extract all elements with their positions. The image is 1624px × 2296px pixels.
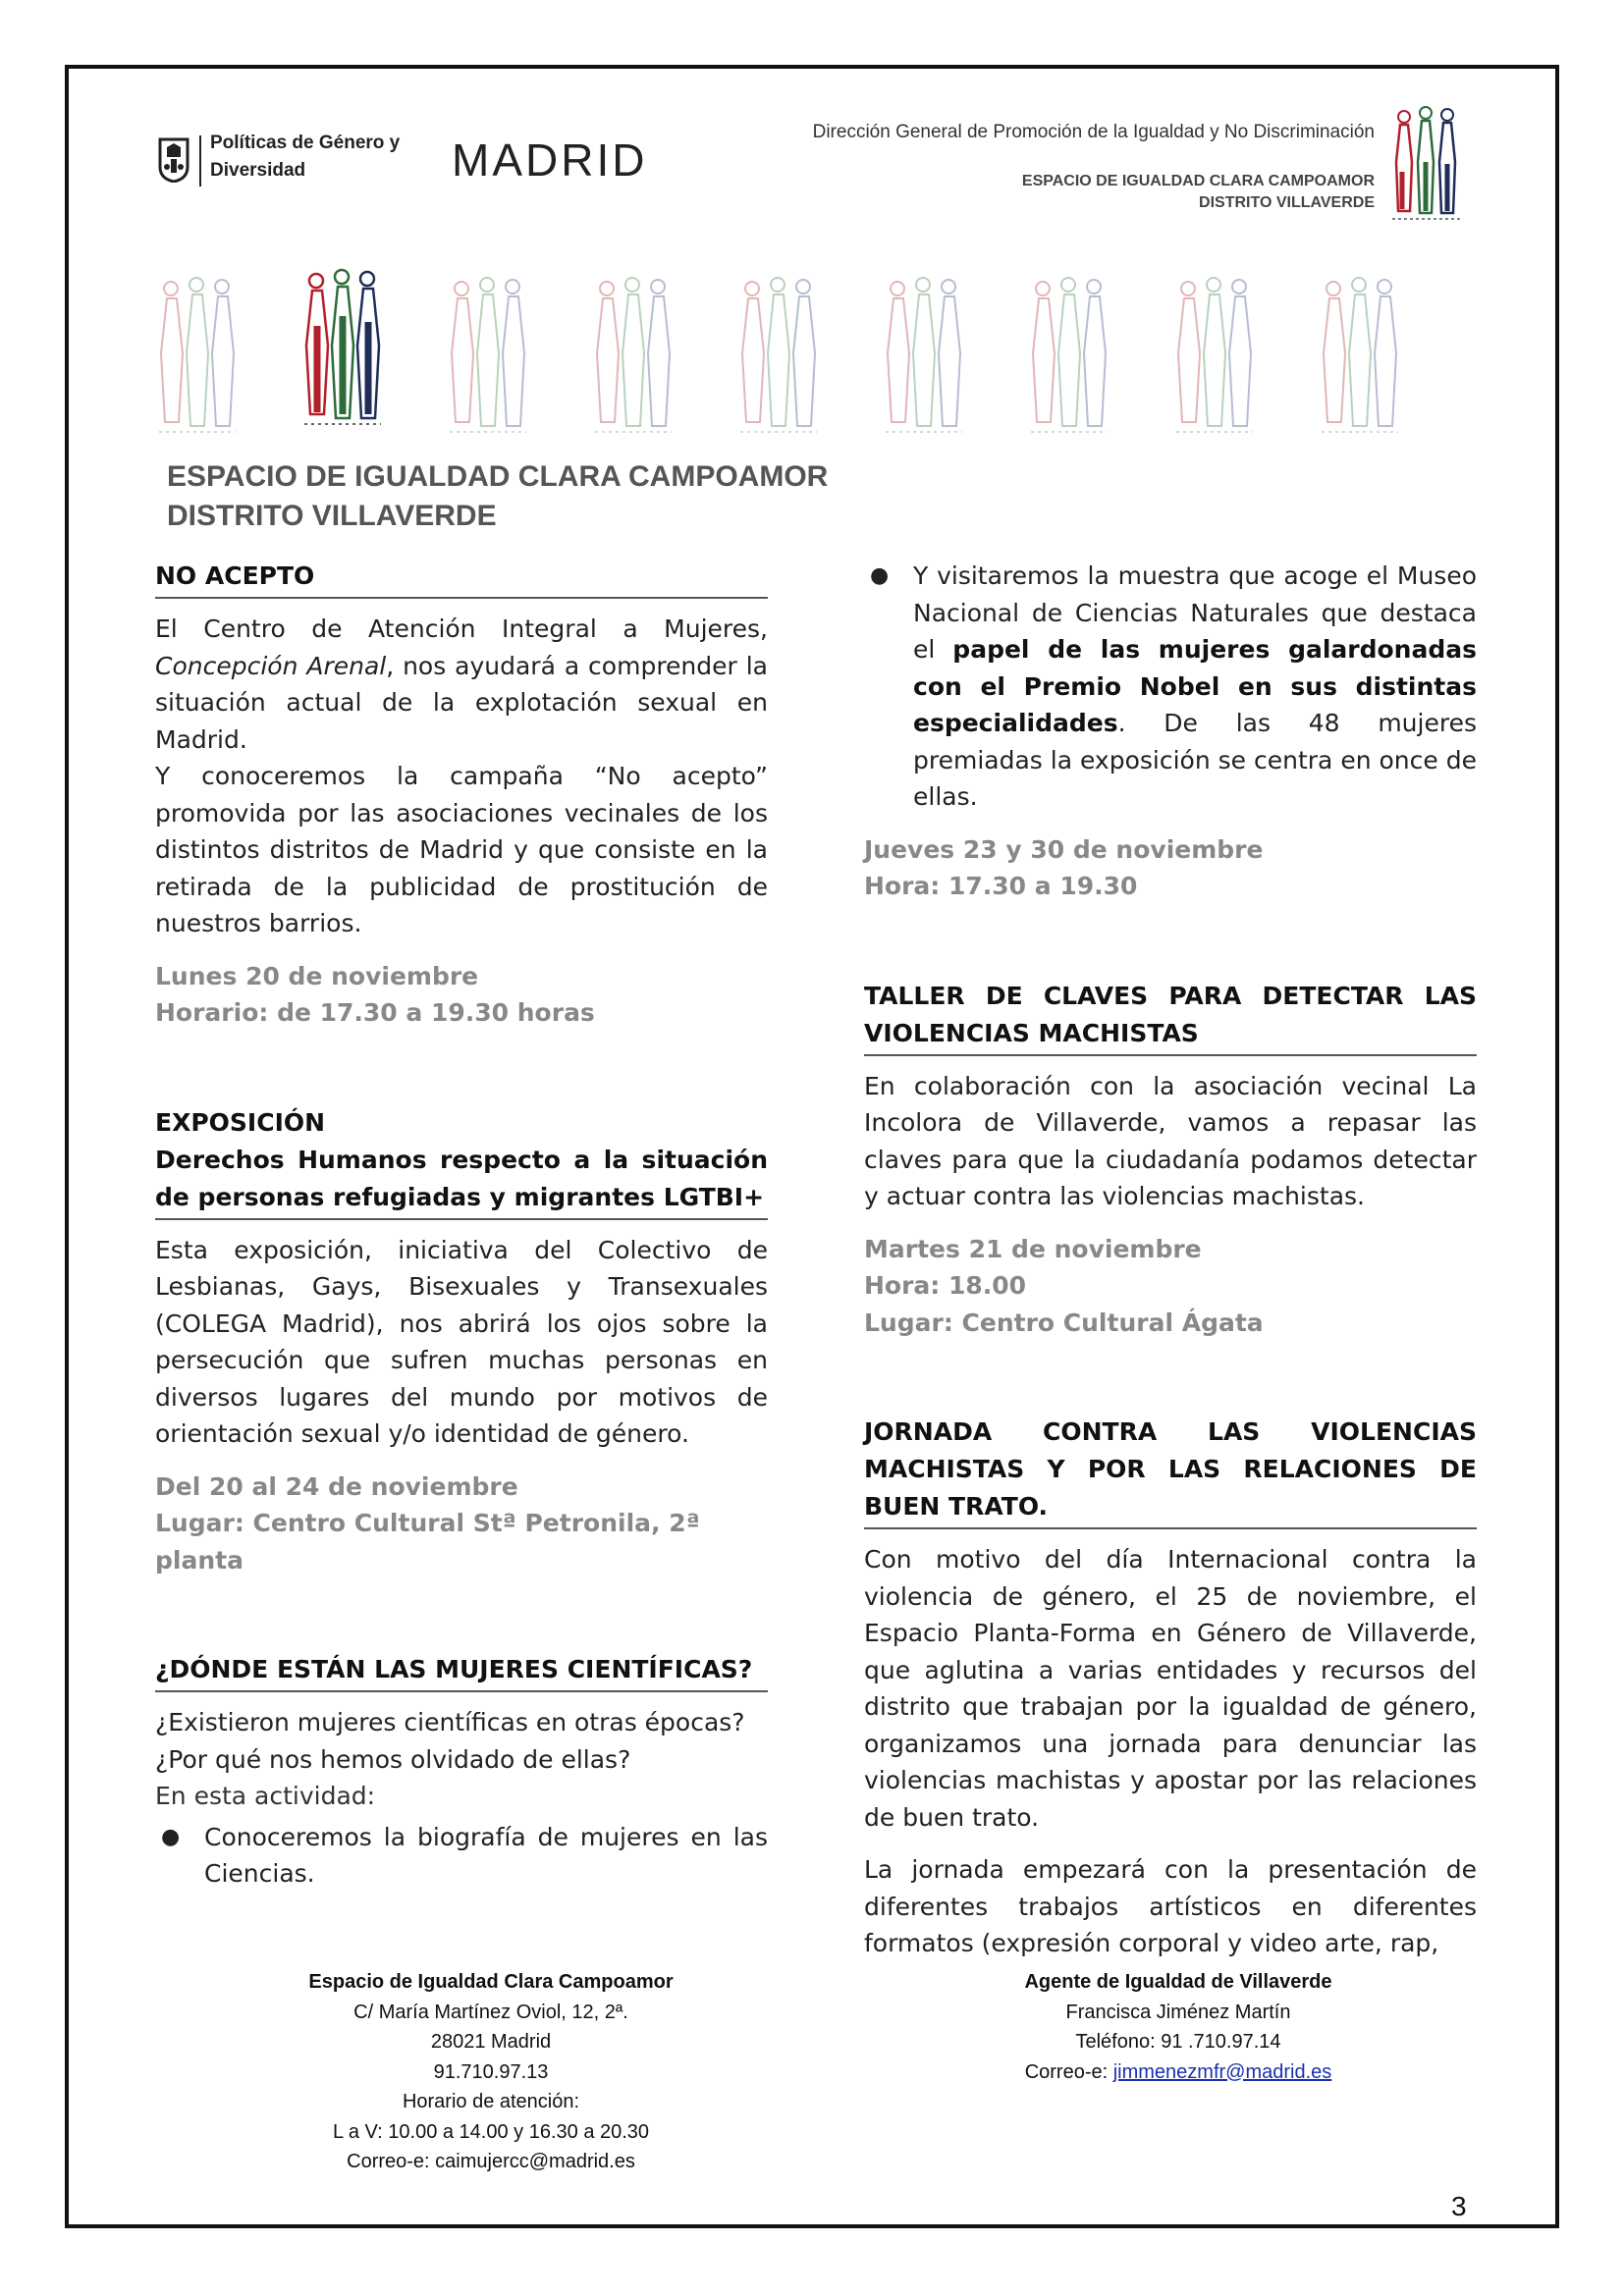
exposicion-subheading: Derechos Humanos respecto a la situación de personas refugiadas y migrantes LGTBI+ [155,1142,768,1220]
exposicion-place: Lugar: Centro Cultural Stª Petronila, 2ª planta [155,1509,700,1575]
right-column [864,558,1477,1962]
list-item: ● Conoceremos la biografía de mujeres en las Ciencias. [155,1819,768,1893]
page-number: 3 [1451,2191,1467,2221]
exposicion-date: Del 20 al 24 de noviembre [155,1471,518,1501]
no-acepto-date: Lunes 20 de noviembre [155,961,479,990]
page-title: ESPACIO DE IGUALDAD CLARA CAMPOAMOR DISTRITO VILLAVERDE [167,460,829,532]
jornada-paragraph-2: La jornada empezará con la presentación de diferentes trabajos artísticos en diferentes formatos (expresión corporal y video arte, rap, [864,1855,1477,1957]
espacio-header-text: ESPACIO DE IGUALDAD CLARA CAMPOAMOR DISTRITO VILLAVERDE [1021,173,1375,211]
logo-separator [199,135,201,187]
logo-department-text: Políticas de Género y Diversidad [210,133,401,181]
madrid-crest-icon [157,137,190,183]
no-acepto-paragraph-2: Y conoceremos la campaña “No acepto” promovida por las asociaciones vecinales de los distintos distritos de Madrid y que consiste en la retirada de la publicidad de prostitución de nuestros barrios. [155,762,768,937]
cientificas-date: Jueves 23 y 30 de noviembre [864,834,1264,864]
bullet-icon: ● [161,1824,181,1849]
list-item: ● Y visitaremos la muestra que acoge el Museo Nacional de Ciencias Naturales que destaca el papel de las mujeres galardonadas con el Premio Nobel en sus distintas especialidades. De las 48 mujeres premiadas la exposición se centra en once de ellas. [864,558,1477,816]
figures-banner-illustration [157,267,1463,434]
bullet-icon: ● [870,563,890,588]
no-acepto-time: Horario: de 17.30 a 19.30 horas [155,998,595,1027]
cientificas-time: Hora: 17.30 a 19.30 [864,872,1138,900]
madrid-wordmark: MADRID [452,134,648,186]
jornada-paragraph-1: Con motivo del día Internacional contra la violencia de género, el 25 de noviembre, el Espacio Planta-Forma en Género de Villaverde, que aglutina a varias entidades y recursos del distrito que trabajan por la igualdad de género, organizamos una jornada para denunciar las violencias machistas y apostar por las relaciones de buen trato. [864,1545,1477,1832]
email-link[interactable]: jimmenezmfr@madrid.es [1112,2060,1332,2083]
taller-place: Lugar: Centro Cultural Ágata [864,1308,1264,1337]
women-figures-icon [1386,103,1465,229]
taller-heading: TALLER DE CLAVES PARA DETECTAR LAS VIOLENCIAS MACHISTAS [864,978,1477,1056]
footer-contact-agente: Agente de Igualdad de Villaverde Francisca Jiménez Martín Teléfono: 91 .710.97.14 Correo-e: jimmenezmfr@madrid.es [1024,1971,1332,2083]
footer-contact-espacio: Espacio de Igualdad Clara Campoamor C/ María Martínez Oviol, 12, 2ª. 28021 Madrid 91.710.97.13 Horario de atención: L a V: 10.00 a 14.00 y 16.30 a 20.30 Correo-e: caimujercc@madrid.es [308,1971,674,2172]
exposicion-body: Esta exposición, iniciativa del Colectivo de Lesbianas, Gays, Bisexuales y Transexuales (COLEGA Madrid), nos abrirá los ojos sobre la persecución que sufren muchas personas en diversos lugares del mundo por motivos de orientación sexual y/o identidad de género. [155,1235,768,1448]
taller-date: Martes 21 de noviembre [864,1234,1202,1263]
taller-time: Hora: 18.00 [864,1271,1027,1300]
cientificas-heading: ¿DÓNDE ESTÁN LAS MUJERES CIENTÍFICAS? [155,1651,768,1692]
no-acepto-heading: NO ACEPTO [155,558,768,599]
direccion-general-text: Dirección General de Promoción de la Igualdad y No Discriminación [812,122,1375,142]
exposicion-heading: EXPOSICIÓN [155,1107,326,1137]
jornada-heading: JORNADA CONTRA LAS VIOLENCIAS MACHISTAS Y POR LAS RELACIONES DE BUEN TRATO. [864,1414,1477,1529]
cientificas-question-2: ¿Por qué nos hemos olvidado de ellas? [155,1744,631,1774]
cientificas-question-1: ¿Existieron mujeres científicas en otras épocas? [155,1708,745,1736]
left-column [155,558,768,1893]
taller-body: En colaboración con la asociación vecinal La Incolora de Villaverde, vamos a repasar las claves para que la ciudadanía podamos detectar y actuar contra las violencias machistas. [864,1071,1477,1210]
no-acepto-paragraph-1: El Centro de Atención Integral a Mujeres, Concepción Arenal, nos ayudará a comprender la situación actual de la explotación sexual en Madrid. [155,614,768,754]
cientificas-intro: En esta actividad: [155,1782,376,1810]
